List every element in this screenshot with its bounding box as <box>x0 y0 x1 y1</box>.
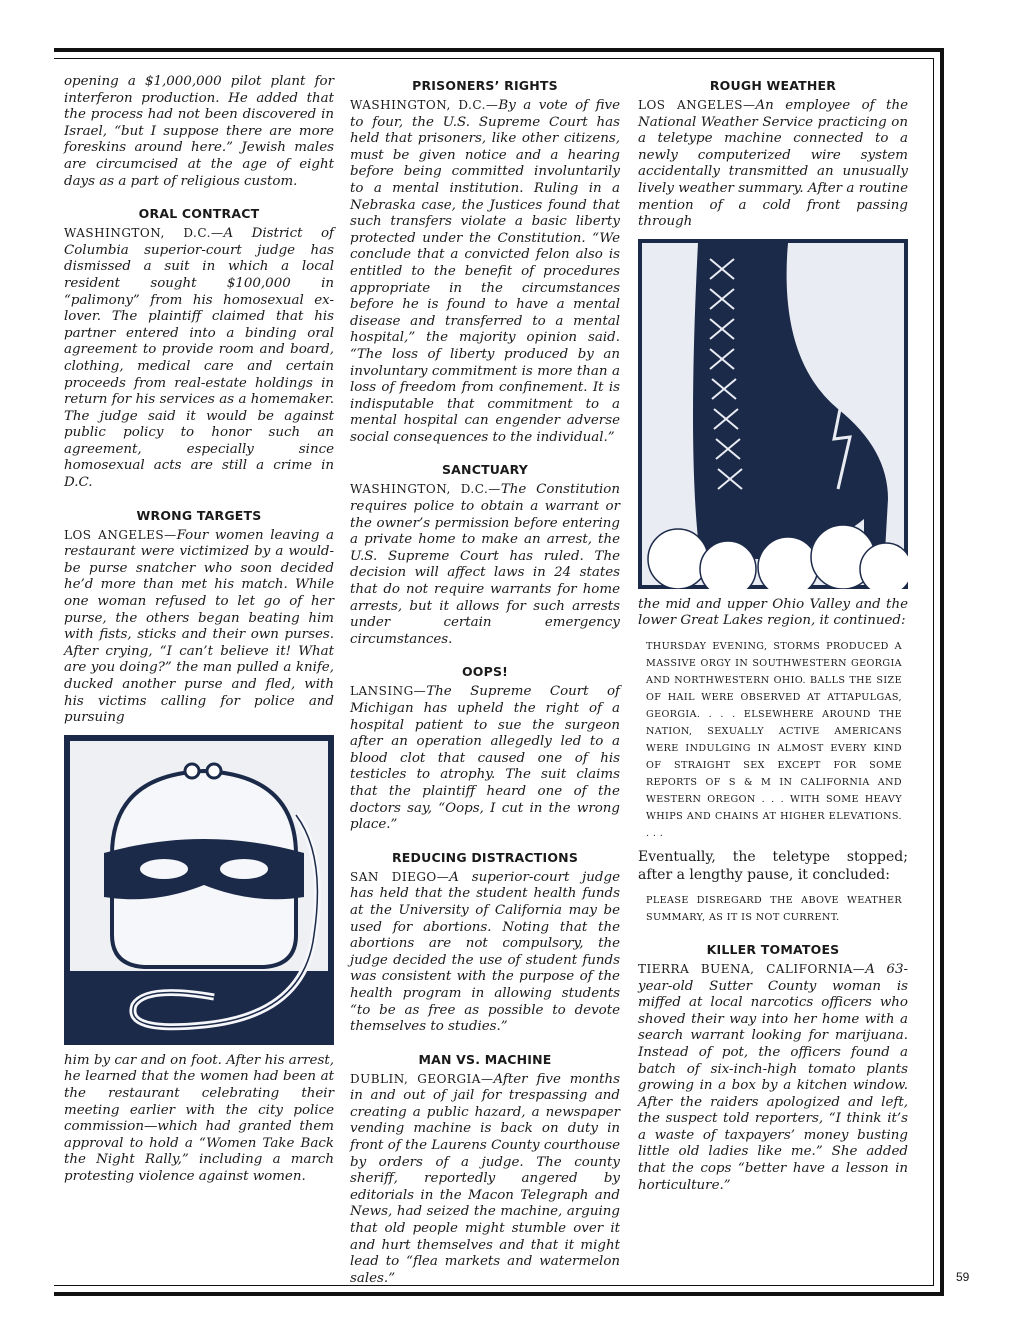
masked-purse-illustration <box>64 735 334 1045</box>
teletype-summary: THURSDAY EVENING, STORMS PRODUCED A MASSIVE ORGY IN SOUTHWESTERN GEORGIA AND NORTHWESTERN OHIO. BALLS THE SIZE OF HAIL WERE OBSERVED AT ATTAPULGAS, GEORGIA. . . . ELSEWHERE AROUND THE NATION, SEXUALLY ACTIVE AMERICANS WERE INDULGING IN ALMOST EVERY KIND OF STRAIGHT SEX EXCEPT FOR SOME REPORTS OF S & M IN CALIFORNIA AND WESTERN OREGON . . . WITH SOME HEAVY WHIPS AND CHAINS AT HIGHER ELEVATIONS. . . . <box>646 640 902 839</box>
article-body: After five months in and out of jail for trespassing and creating a public hazard, a newspaper vending machine is back on duty in front of the Laurens County courthouse by orders of a judge. The county sheriff, reportedly angered by editorials in the Macon Telegraph and News, had seized the machine, arguing that old people might stumble over it and hurt themselves and that it might lead to “flea markets and watermelon sales.” <box>350 1071 621 1286</box>
teletype-stopped-note: Eventually, the teletype stopped; after a lengthy pause, it concluded: <box>638 848 908 883</box>
dateline: DUBLIN, GEORGIA— <box>350 1071 494 1086</box>
intro-paragraph: opening a $1,000,000 pilot plant for interferon production. He added that the process had not been discovered in Israel, “but I suppose there are more foreskins around here.” Jewish males are circumcised at the age of eight days as a part of religious custom. <box>64 74 334 189</box>
dateline: WASHINGTON, D.C.— <box>64 226 224 241</box>
wrong-targets-heading: WRONG TARGETS <box>136 507 262 523</box>
dateline: LOS ANGELES— <box>638 98 756 112</box>
rough-weather-continued: the mid and upper Ohio Valley and the lower Great Lakes region, it continued: <box>638 596 908 629</box>
dateline: WASHINGTON, D.C.— <box>350 482 501 497</box>
wrong-targets-article <box>64 527 334 727</box>
article-body: The Constitution requires police to obtain a warrant or the owner’s permission before entering a private home to make an arrest, the U.S. Supreme Court has ruled. The decision will affect laws in 24 states that do not require warrants for home arrests, but it allows for such arrests under certain emergency circumstances. <box>350 482 620 647</box>
prisoners-rights-heading: PRISONERS’ RIGHTS <box>412 78 558 93</box>
page-number: 59 <box>956 1270 970 1284</box>
sanctuary-article <box>350 481 620 648</box>
article-body: An employee of the National Weather Service practicing on a teletype machine connected to a newly computerized wire system accidentally transmitted an unusually lively weather summary. After a routine mention of a cold front passing through <box>638 98 908 230</box>
dateline: LOS ANGELES— <box>64 527 177 542</box>
article-body: By a vote of five to four, the U.S. Supreme Court has held that prisoners, like other citizens, must be given notice and a hearing before being committed involuntarily to a mental institution. Ruling in a Nebraska case, the Justices found that such transfers violate a basic liberty protected under the Constitution. “We conclude that a convicted felon also is entitled to the benefit of procedures appropriate in the circumstances before he is found to have a mental disease and transferred to a mental hospital,” the majority opinion said. “The loss of liberty produced by an involuntary commitment is more than a loss of freedom from confinement. It is indisputable that commitment to a mental hospital can engender adverse social consequences to the individual.” <box>350 98 620 445</box>
oral-contract-heading: ORAL CONTRACT <box>138 206 260 222</box>
dateline: SAN DIEGO— <box>350 869 450 884</box>
column-1 <box>64 74 334 1186</box>
article-body: A superior-court judge has held that the student health funds at the University of California may be used for abortions. Noting that the abortions are not compulsory, the judge decided the use of student funds was consistent with the purpose of the health program in allowing students “to be as free as possible to devote themselves to studies.” <box>350 869 620 1035</box>
man-vs-machine-article <box>350 1071 620 1288</box>
rough-weather-heading: ROUGH WEATHER <box>709 78 837 93</box>
oral-contract-article <box>64 225 334 492</box>
man-vs-machine-heading: MAN VS. MACHINE <box>418 1051 552 1067</box>
oops-heading: OOPS! <box>461 664 509 680</box>
article-body: Four women leaving a restaurant were victimized by a would-be purse snatcher who soon decided he’d more than met his match. While one woman refused to let go of her purse, the others began beating him with fists, sticks and their own purses. After crying, “I can’t believe it! What are you doing?” the man pulled a knife, ducked another purse and fled, with his victims calling for police and pursuing <box>64 527 334 726</box>
oops-article <box>350 683 620 833</box>
killer-tomatoes-article <box>638 961 908 1194</box>
prisoners-rights-article <box>350 97 620 446</box>
wrong-targets-continued: him by car and on foot. After his arrest, he learned that the women had been at the restaurant celebrating their meeting earlier with the city police commission—which had granted them approval to hold a “Women Take Back the Night Rally,” including a march protesting violence against women. <box>64 1052 334 1184</box>
reducing-distractions-article <box>350 869 620 1036</box>
rough-weather-article <box>638 97 908 231</box>
dateline: LANSING— <box>350 684 427 699</box>
dateline: WASHINGTON, D.C.— <box>350 98 499 112</box>
article-body: A District of Columbia superior-court judge has dismissed a suit in which a local resident sought $100,000 in “palimony” from his homosexual ex-lover. The plaintiff claimed that his partner entered into a binding oral agreement to provide room and board, clothing, medical care and certain proceeds from real-estate holdings in return for his services as a homemaker. The judge said it would be against public policy to honor such an agreement, especially since homosexual acts are still a crime in D.C. <box>64 226 334 491</box>
killer-tomatoes-heading: KILLER TOMATOES <box>706 941 840 957</box>
sanctuary-heading: SANCTUARY <box>441 462 529 478</box>
article-body: A 63-year-old Sutter County woman is miffed at local narcotics officers who shoved their way into her home with a search warrant looking for marijuana. Instead of pot, the officers found a batch of six-inch-high tomato plants growing in a box by a kitchen window. After the raiders apologized and left, the suspect told reporters, “I think it’s a waste of taxpayers’ money busting little old ladies like me.” She added that the cops “better have a lesson in horticulture.” <box>638 961 908 1193</box>
column-3 <box>638 74 908 1194</box>
dateline: TIERRA BUENA, CALIFORNIA— <box>638 961 866 976</box>
article-body: The Supreme Court of Michigan has upheld the right of a hospital patient to sue the surgeon after an operation allegedly led to a blood clot that caused one of his testicles to atrophy. The suit claims that the plaintiff heard one of the doctors say, “Oops, I cut in the wrong place.” <box>350 684 620 833</box>
teletype-disregard: PLEASE DISREGARD THE ABOVE WEATHER SUMMARY, AS IT IS NOT CURRENT. <box>646 894 902 923</box>
boot-in-clouds-illustration <box>638 239 908 589</box>
column-2 <box>350 74 620 1287</box>
reducing-distractions-heading: REDUCING DISTRACTIONS <box>391 849 579 865</box>
